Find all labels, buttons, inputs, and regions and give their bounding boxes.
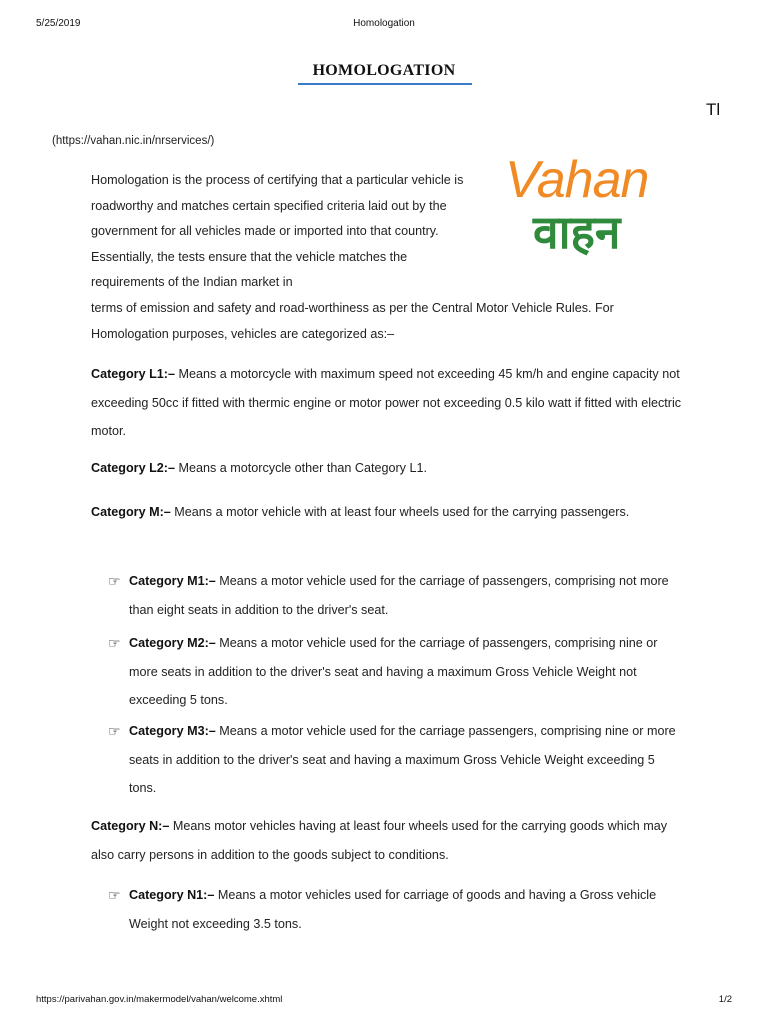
- footer-url: https://parivahan.gov.in/makermodel/vahan/welcome.xhtml: [36, 994, 283, 1005]
- source-link[interactable]: (https://vahan.nic.in/nrservices/): [52, 135, 215, 147]
- title-underline: [298, 83, 472, 85]
- page-title: HOMOLOGATION: [312, 62, 456, 79]
- category-label: Category M1:–: [129, 574, 216, 588]
- category-label: Category N1:–: [129, 888, 215, 902]
- intro-paragraph-part-1: Homologation is the process of certifying that a particular vehicle is roadworthy and matches certain specified criteria laid out by the government for all vehicles made or imported into that country. Essentially, the tests ensure that the vehicle matches the requirements of the Indian market in: [91, 173, 464, 289]
- category-label: Category L2:–: [91, 461, 175, 475]
- category-label: Category M:–: [91, 505, 171, 519]
- category-m1: [129, 567, 683, 624]
- pointing-hand-icon: ☞: [108, 887, 121, 903]
- category-m3: [129, 717, 683, 803]
- footer-page-number: 1/2: [718, 994, 732, 1005]
- category-text: Means a motorcycle other than Category L1.: [174, 461, 427, 475]
- intro-paragraph-part-2: terms of emission and safety and road-worthiness as per the Central Motor Vehicle Rules. For Homologation purposes, vehicles are categorized as:–: [91, 301, 614, 341]
- vahan-logo: [505, 150, 680, 265]
- category-m: [91, 498, 683, 527]
- pointing-hand-icon: ☞: [108, 723, 121, 739]
- category-n1: [129, 881, 683, 938]
- cut-off-text: Tl: [706, 100, 721, 119]
- logo-text-english: Vahan: [505, 151, 649, 209]
- category-text: Means a motor vehicles used for carriage of goods and having a Gross vehicle Weight not exceeding 3.5 tons.: [129, 888, 657, 931]
- category-text: Means motor vehicles having at least four wheels used for the carrying goods which may also carry persons in addition to the goods subject to conditions.: [91, 819, 668, 862]
- print-header-title: Homologation: [353, 18, 415, 29]
- category-label: Category L1:–: [91, 367, 175, 381]
- category-label: Category M2:–: [129, 636, 216, 650]
- category-text: Means a motor vehicle with at least four wheels used for the carrying passengers.: [170, 505, 630, 519]
- category-l2: [91, 454, 683, 483]
- pointing-hand-icon: ☞: [108, 635, 121, 651]
- category-n: [91, 812, 683, 869]
- print-date: 5/25/2019: [36, 18, 81, 29]
- pointing-hand-icon: ☞: [108, 573, 121, 589]
- category-label: Category M3:–: [129, 724, 216, 738]
- logo-text-hindi: वाहन: [533, 205, 621, 259]
- category-text: Means a motor vehicle used for the carriage passengers, comprising nine or more seats in addition to the driver's seat and having a maximum Gross Vehicle Weight exceeding 5 tons.: [129, 724, 676, 795]
- category-label: Category N:–: [91, 819, 170, 833]
- category-l1: [91, 360, 683, 446]
- category-m2: [129, 629, 683, 715]
- category-text: Means a motorcycle with maximum speed not exceeding 45 km/h and engine capacity not exceeding 50cc if fitted with thermic engine or motor power not exceeding 0.5 kilo watt if fitted with electric motor.: [91, 367, 682, 438]
- category-text: Means a motor vehicle used for the carriage of passengers, comprising nine or more seats in addition to the driver's seat and having a maximum Gross Vehicle Weight not exceeding 5 tons.: [129, 636, 658, 707]
- category-text: Means a motor vehicle used for the carriage of passengers, comprising not more than eight seats in addition to the driver's seat.: [129, 574, 669, 617]
